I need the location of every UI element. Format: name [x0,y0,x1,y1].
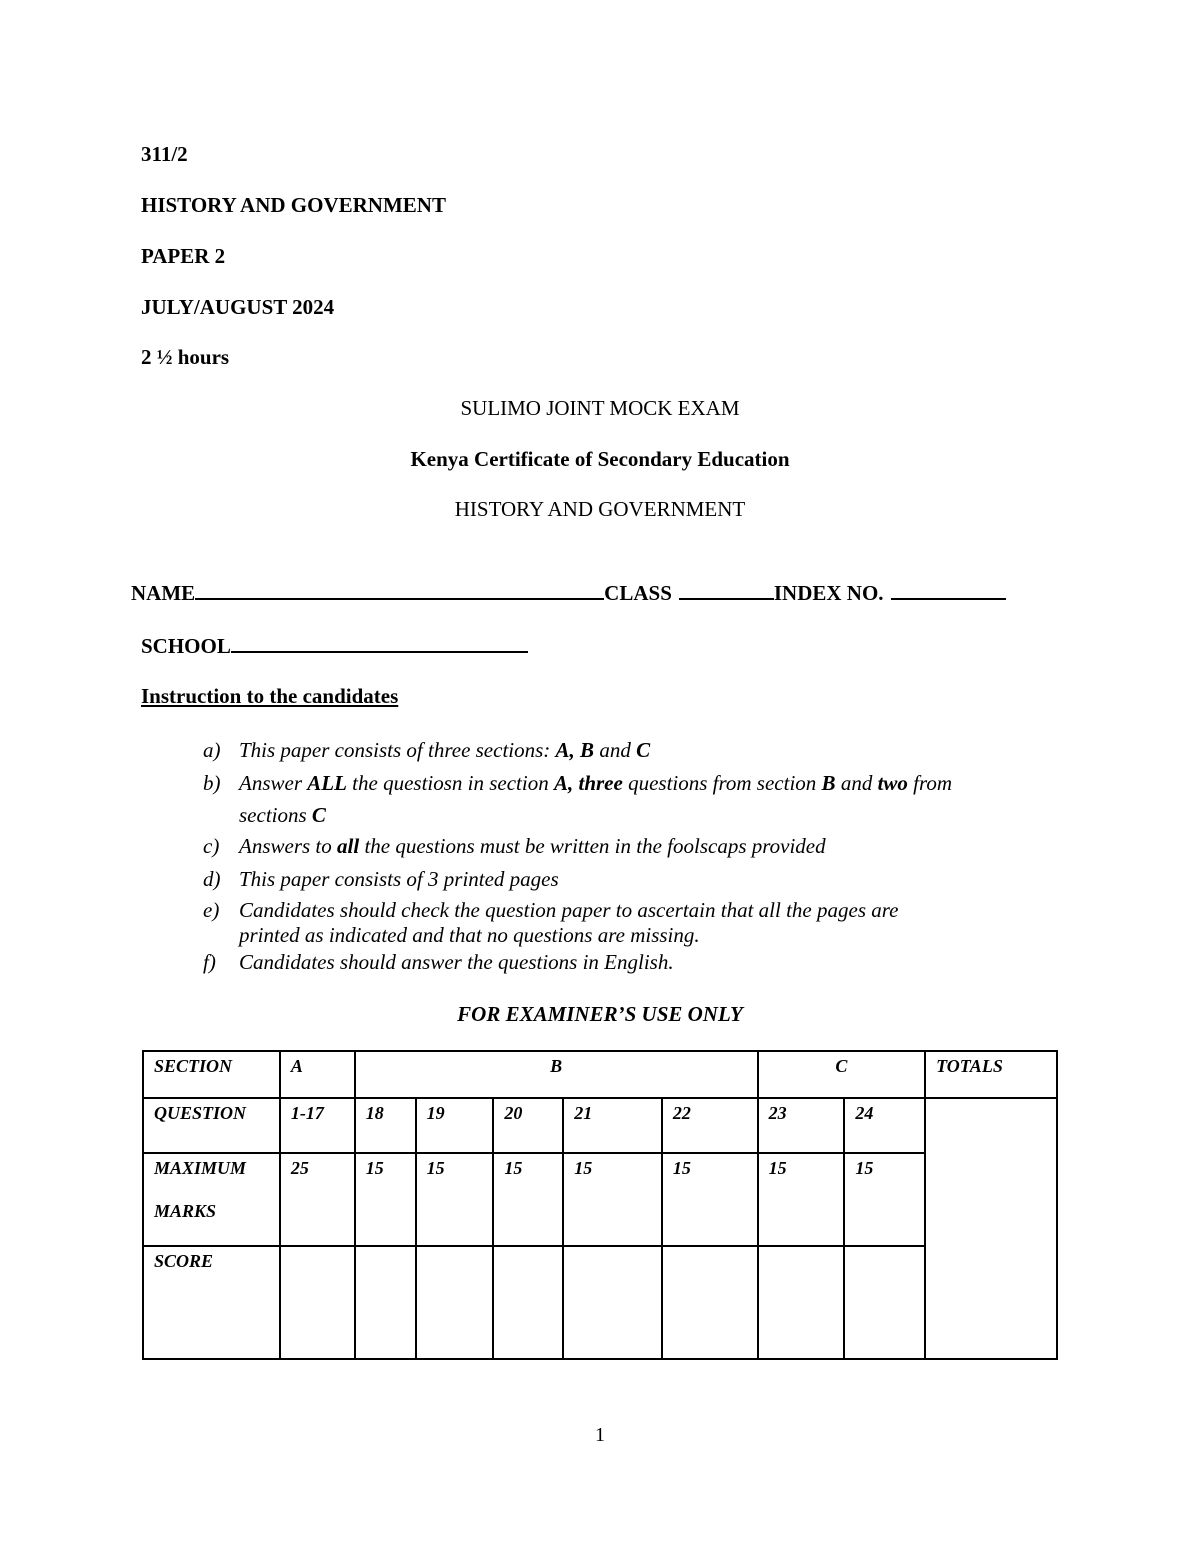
question-cell: 24 [844,1098,925,1153]
index-blank[interactable] [891,580,1006,600]
score-cell[interactable] [280,1246,355,1359]
totals-header: TOTALS [925,1051,1057,1098]
question-cell: 21 [563,1098,662,1153]
exam-title: SULIMO JOINT MOCK EXAM [460,396,740,420]
question-cell: 19 [416,1098,494,1153]
class-label: CLASS [604,581,672,605]
instruction-label: b) [203,771,221,795]
school-row [141,633,528,659]
totals-cell[interactable] [925,1098,1057,1359]
score-cell[interactable] [493,1246,563,1359]
school-label: SCHOOL [141,634,231,658]
instruction-text: Answer ALL the questiosn in section A, three questions from section B and two from [239,771,953,795]
date-line: JULY/AUGUST 2024 [141,295,335,319]
section-b: B [355,1051,758,1098]
class-blank[interactable] [679,580,774,600]
instruction-label: a) [203,738,221,762]
question-cell: 18 [355,1098,416,1153]
score-cell[interactable] [758,1246,845,1359]
score-cell[interactable] [416,1246,494,1359]
section-c: C [758,1051,926,1098]
duration-line: 2 ½ hours [141,345,230,369]
question-row [143,1098,1057,1153]
instruction-text: sections C [239,803,326,827]
max-mark-cell: 15 [662,1153,758,1246]
score-row [143,1246,1057,1359]
section-a: A [280,1051,355,1098]
score-cell[interactable] [844,1246,925,1359]
index-label: INDEX NO. [773,581,884,605]
max-marks-label: MAXIMUM MARKS [143,1153,280,1246]
instructions-title: Instruction to the candidates [141,684,399,708]
question-cell: 1-17 [280,1098,355,1153]
exam-code: 311/2 [141,142,188,166]
max-mark-cell: 15 [758,1153,845,1246]
max-mark-cell: 15 [844,1153,925,1246]
question-cell: 20 [493,1098,563,1153]
section-row [143,1051,1057,1098]
instruction-label: d) [203,867,221,891]
max-mark-cell: 15 [493,1153,563,1246]
name-row [131,580,1006,606]
score-cell[interactable] [563,1246,662,1359]
score-cell[interactable] [662,1246,758,1359]
instruction-text: Candidates should answer the questions in English. [239,950,674,974]
max-mark-cell: 25 [280,1153,355,1246]
examiner-heading: FOR EXAMINER’S USE ONLY [457,1002,743,1026]
instruction-text: This paper consists of 3 printed pages [239,867,559,891]
subject-line: HISTORY AND GOVERNMENT [141,193,446,217]
marks-table [142,1050,1058,1360]
name-blank[interactable] [195,580,604,600]
question-cell: 22 [662,1098,758,1153]
instruction-text: printed as indicated and that no questions are missing. [239,923,700,947]
instruction-text: Answers to all the questions must be written in the foolscaps provided [239,834,826,858]
score-cell[interactable] [355,1246,416,1359]
max-mark-cell: 15 [416,1153,494,1246]
instruction-label: e) [203,898,220,922]
instruction-label: f) [203,950,216,974]
score-label: SCORE [143,1246,280,1359]
max-marks-row [143,1153,1057,1246]
page-number: 1 [595,1424,605,1446]
instruction-text: This paper consists of three sections: A, B and C [239,738,651,762]
section-label: SECTION [143,1051,280,1098]
question-label: QUESTION [143,1098,280,1153]
question-cell: 23 [758,1098,845,1153]
max-mark-cell: 15 [563,1153,662,1246]
instruction-text: Candidates should check the question paper to ascertain that all the pages are [239,898,899,922]
school-blank[interactable] [231,633,528,653]
instruction-label: c) [203,834,220,858]
name-label: NAME [131,581,196,605]
paper-line: PAPER 2 [141,244,226,268]
max-mark-cell: 15 [355,1153,416,1246]
subject-title: HISTORY AND GOVERNMENT [454,497,746,521]
certificate-title: Kenya Certificate of Secondary Education [410,447,790,471]
